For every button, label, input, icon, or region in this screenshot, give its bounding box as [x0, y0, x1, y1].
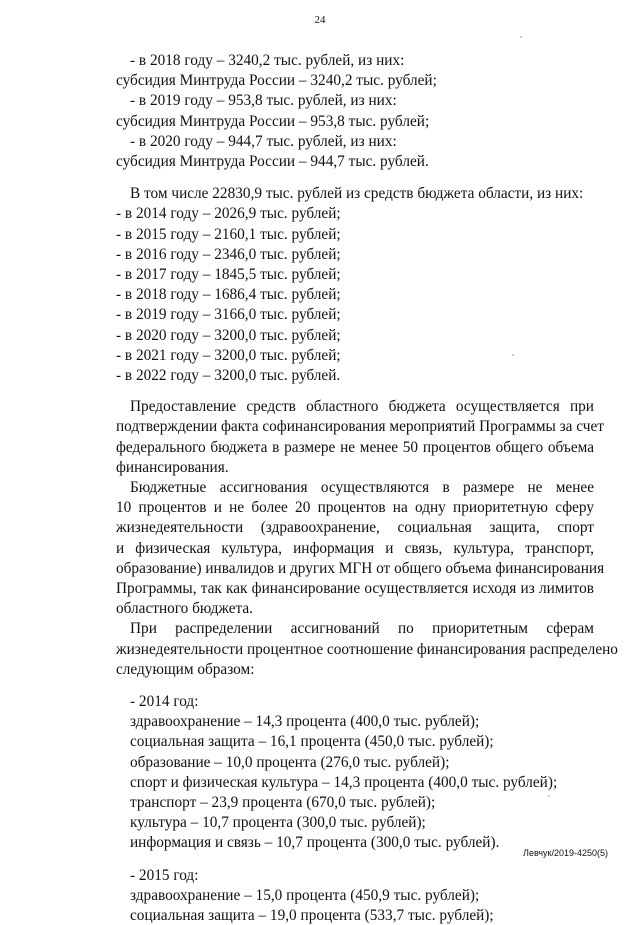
text-line: 10 процентов и не более 20 процентов на одну приоритетную сферу: [116, 499, 594, 517]
text-line: здравоохранение – 14,3 процента (400,0 тыс. рублей);: [130, 713, 480, 731]
footer-code: Левчук/2019-4250(5): [523, 848, 608, 858]
text-line: субсидия Минтруда России – 944,7 тыс. рублей.: [116, 153, 429, 170]
text-line: - в 2019 году – 3166,0 тыс. рублей;: [116, 306, 341, 324]
text-line: субсидия Минтруда России – 953,8 тыс. рублей;: [116, 112, 430, 130]
scan-speck: [512, 354, 514, 356]
text-line: жизнедеятельности процентное соотношение финансирования распределено: [116, 640, 618, 658]
text-line: - в 2019 году – 953,8 тыс. рублей, из них:: [130, 92, 397, 110]
text-line: При распределении ассигнований по приоритетным сферам: [130, 620, 594, 638]
text-line: культура – 10,7 процента (300,0 тыс. рублей);: [130, 814, 426, 832]
text-line: финансирования.: [116, 458, 229, 476]
text-line: подтверждении факта софинансирования мероприятий Программы за счет: [116, 418, 604, 436]
text-line: В том числе 22830,9 тыс. рублей из средств бюджета области, из них:: [130, 185, 584, 203]
scan-speck: [520, 36, 522, 38]
text-line: - 2014 год:: [130, 693, 199, 710]
text-line: следующим образом:: [116, 660, 255, 678]
text-line: и физическая культура, информация и связь, культура, транспорт,: [116, 539, 594, 557]
text-line: информация и связь – 10,7 процента (300,0 тыс. рублей).: [130, 834, 500, 852]
text-line: жизнедеятельности (здравоохранение, социальная защита, спорт: [116, 519, 594, 537]
text-line: Предоставление средств областного бюджета осуществляется при: [130, 398, 594, 416]
text-line: спорт и физическая культура – 14,3 процента (400,0 тыс. рублей);: [130, 773, 558, 791]
text-line: - в 2018 году – 1686,4 тыс. рублей;: [116, 286, 341, 304]
text-line: областного бюджета.: [116, 600, 254, 618]
text-line: - в 2020 году – 3200,0 тыс. рублей;: [116, 326, 341, 344]
text-line: - в 2014 году – 2026,9 тыс. рублей;: [116, 205, 341, 223]
text-line: социальная защита – 16,1 процента (450,0 тыс. рублей);: [130, 733, 494, 751]
text-line: образование – 10,0 процента (276,0 тыс. рублей);: [130, 753, 450, 771]
text-line: образование) инвалидов и других МГН от общего объема финансирования: [116, 559, 605, 577]
text-line: социальная защита – 19,0 процента (533,7 тыс. рублей);: [130, 907, 494, 924]
scan-speck: [548, 795, 550, 797]
text-line: - в 2022 году – 3200,0 тыс. рублей.: [116, 367, 341, 384]
text-line: - в 2017 году – 1845,5 тыс. рублей;: [116, 266, 341, 283]
text-line: - в 2016 году – 2346,0 тыс. рублей;: [116, 245, 341, 263]
text-line: - в 2020 году – 944,7 тыс. рублей, из них:: [130, 132, 397, 150]
text-line: транспорт – 23,9 процента (670,0 тыс. рублей);: [130, 794, 436, 811]
text-line: - в 2018 году – 3240,2 тыс. рублей, из них:: [130, 52, 405, 69]
text-line: - в 2021 году – 3200,0 тыс. рублей;: [116, 346, 341, 364]
text-line: - 2015 год:: [130, 866, 199, 884]
text-line: субсидия Минтруда России – 3240,2 тыс. рублей;: [116, 72, 437, 90]
page-number: 24: [314, 14, 326, 26]
text-line: федерального бюджета в размере не менее 50 процентов общего объема: [116, 438, 594, 456]
text-line: здравоохранение – 15,0 процента (450,9 тыс. рублей);: [130, 886, 480, 904]
text-line: Программы, так как финансирование осуществляется исходя из лимитов: [116, 580, 594, 597]
text-line: Бюджетные ассигнования осуществляются в размере не менее: [130, 479, 594, 496]
text-line: - в 2015 году – 2160,1 тыс. рублей;: [116, 225, 341, 243]
